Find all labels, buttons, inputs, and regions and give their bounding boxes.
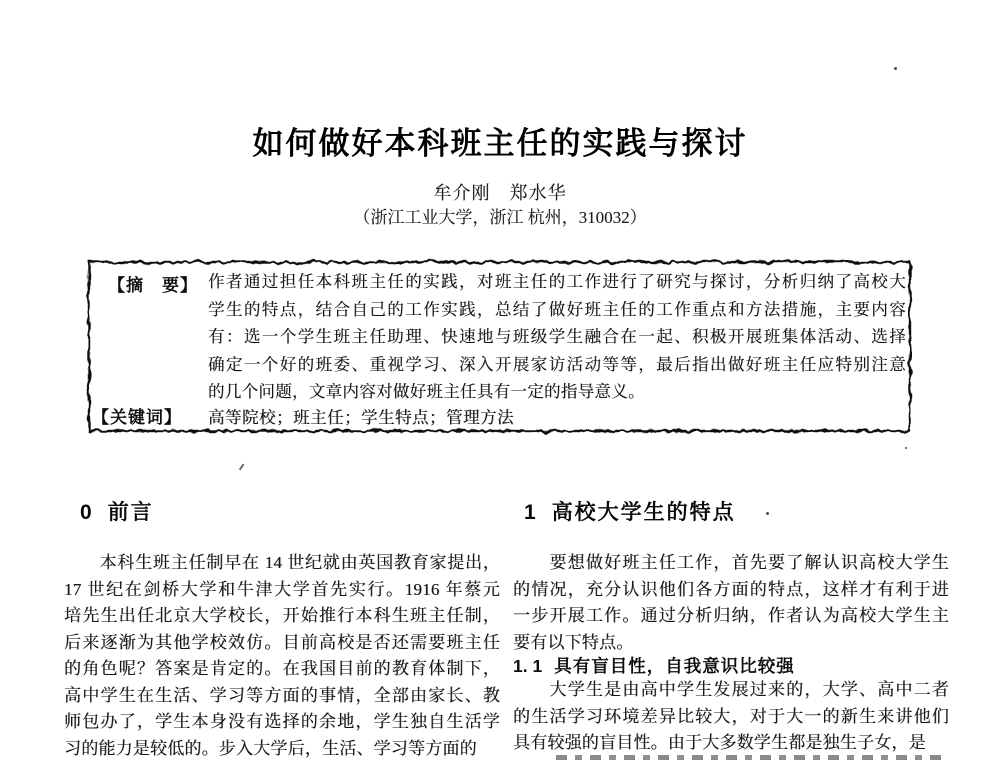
clipped-next-line <box>556 755 944 760</box>
text-line: 有：选一个学生班主任助理、快速地与班级学生融合在一起、积极开展班集体活动、选择 <box>208 327 906 346</box>
text-line: 后来逐渐为其他学校效仿。目前高校是否还需要班主任 <box>64 632 500 652</box>
abstract-label: 【摘 要】 <box>108 276 198 295</box>
text-line: 培先生出任北京大学校长，开始推行本科生班主任制， <box>64 606 500 625</box>
text-line: 要想做好班主任工作，首先要了解认识高校大学生 <box>513 553 949 572</box>
scan-speck <box>239 463 244 470</box>
text-line: 具有较强的盲目性。由于大多数学生都是独生子女，是 <box>513 733 926 752</box>
authors-line: 牟介刚 郑水华 <box>433 183 567 203</box>
section-heading-intro <box>80 496 154 526</box>
keywords-label: 【关键词】 <box>92 408 182 427</box>
text-line: 的角色呢？答案是肯定的。在我国目前的教育体制下， <box>64 659 500 678</box>
text-line: 大学生是由高中学生发展过来的，大学、高中二者 <box>513 680 949 699</box>
text-line: 一步开展工作。通过分析归纳，作者认为高校大学生主 <box>513 606 949 625</box>
text-line: 习的能力是较低的。步入大学后，生活、学习等方面的 <box>64 738 477 758</box>
text-line: 作者通过担任本科班主任的实践，对班主任的工作进行了研究与探讨，分析归纳了高校大 <box>208 272 906 291</box>
subsection-title: 具有盲目性，自我意识比较强 <box>554 656 795 676</box>
subsection-paragraph <box>513 677 949 757</box>
text-line: 的几个问题，文章内容对做好班主任具有一定的指导意义。 <box>208 382 645 401</box>
affiliation-line: （浙江工业大学，浙江 杭州，310032） <box>353 208 647 227</box>
section-number: 1 <box>524 501 536 524</box>
keywords-text: 高等院校；班主任；学生特点；管理方法 <box>208 408 514 427</box>
text-line: 高中学生在生活、学习等方面的事情，全部由家长、教 <box>64 685 500 705</box>
text-line: 17 世纪在剑桥大学和牛津大学首先实行。1916 年蔡元 <box>64 579 500 599</box>
text-line: 学生的特点，结合自己的工作实践，总结了做好班主任的工作重点和方法措施，主要内容 <box>208 299 906 319</box>
text-line: 本科生班主任制早在 14 世纪就由英国教育家提出， <box>64 553 500 572</box>
section-title: 高校大学生的特点 <box>551 501 736 524</box>
paper-title: 如何做好本科班主任的实践与探讨 <box>252 126 748 161</box>
section-title: 前言 <box>107 501 154 524</box>
text-line: 的生活学习环境差异比较大，对于大一的新生来讲他们 <box>513 706 949 726</box>
abstract-text <box>208 268 906 406</box>
features-paragraph <box>513 550 949 656</box>
subsection-heading <box>513 653 795 678</box>
scan-speck <box>766 512 769 515</box>
abstract-box <box>84 257 916 437</box>
section-heading-features <box>524 496 736 526</box>
text-line: 确定一个好的班委、重视学习、深入开展家访活动等等，最后指出做好班主任应特别注意 <box>208 354 906 374</box>
text-line: 的情况，充分认识他们各方面的特点，这样才有利于进 <box>513 579 949 599</box>
text-line: 要有以下特点。 <box>513 632 634 652</box>
subsection-number: 1. 1 <box>513 656 543 676</box>
intro-paragraph <box>64 550 500 760</box>
section-number: 0 <box>80 501 92 524</box>
scan-speck <box>905 447 907 449</box>
scan-speck <box>894 67 897 70</box>
text-line: 师包办了，学生本身没有选择的余地，学生独自生活学 <box>64 712 500 731</box>
